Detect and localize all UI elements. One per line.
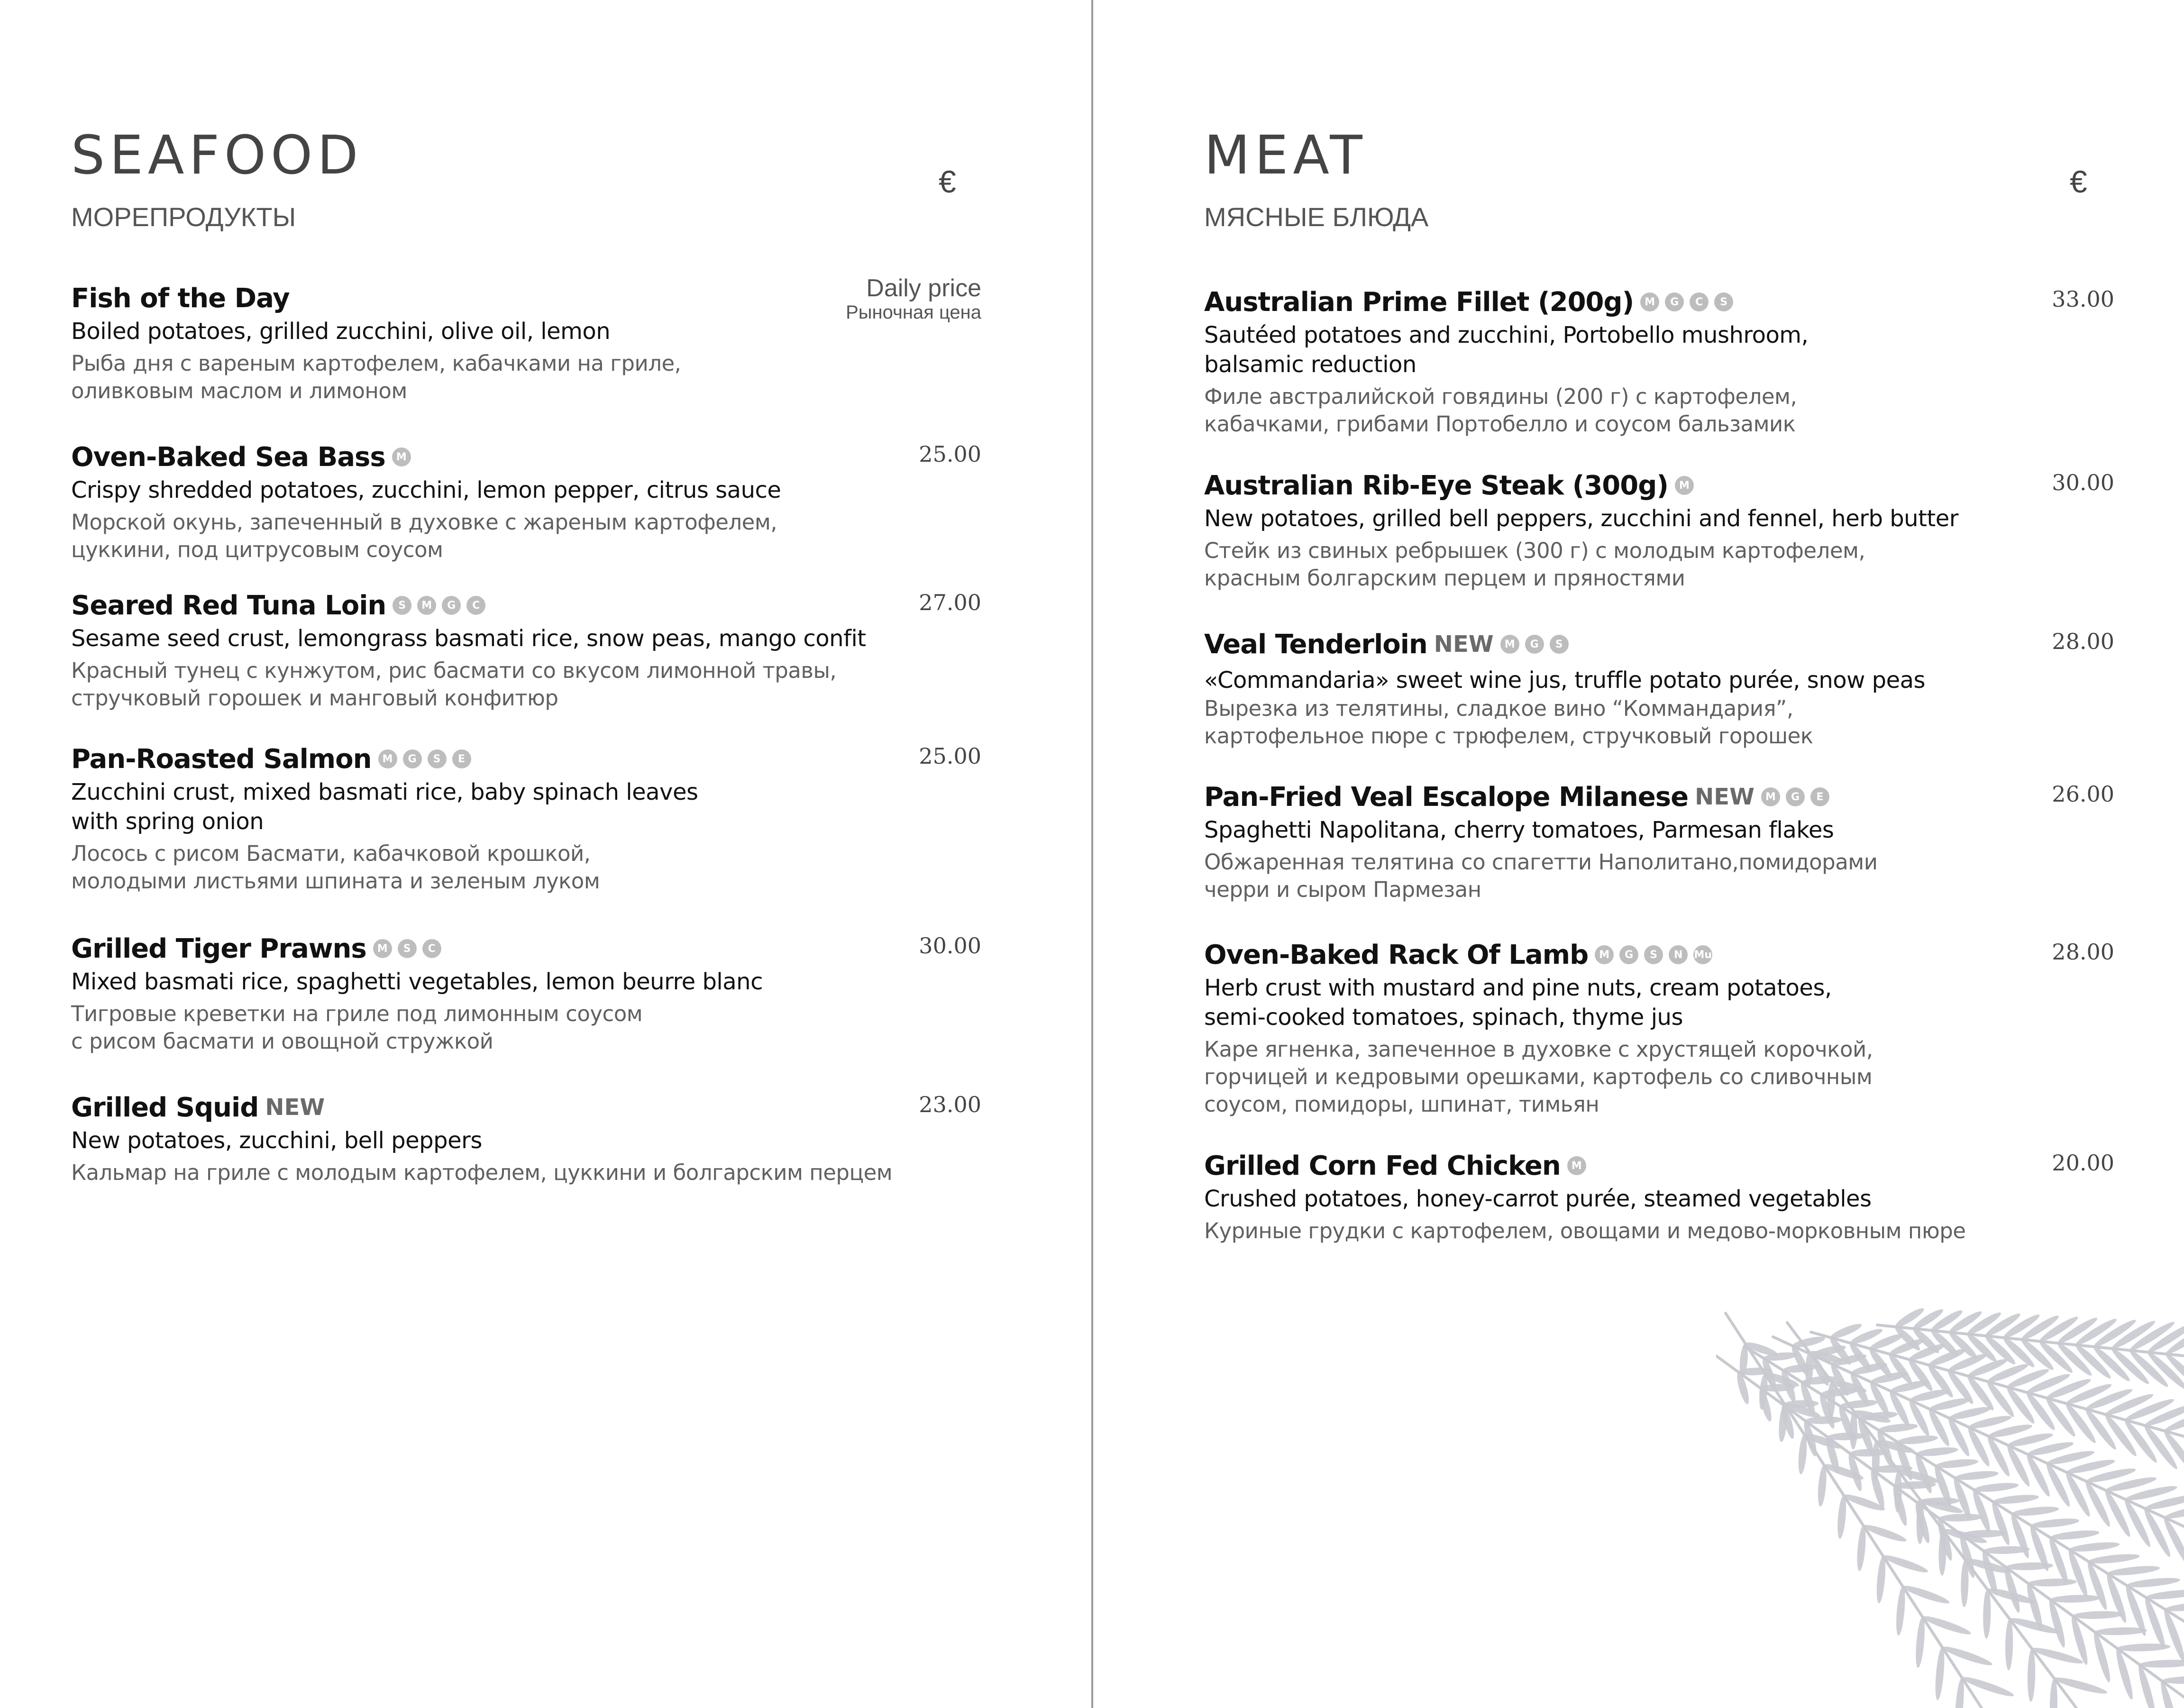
item-name: Grilled Tiger Prawns: [71, 933, 366, 964]
menu-item-oven-baked-rack-of-lamb: [1204, 936, 2114, 1118]
allergen-badge-icon: M: [1640, 292, 1659, 311]
new-badge: NEW: [1434, 631, 1494, 658]
menu-item-pan-fried-veal-escalope-milanese: [1204, 778, 2114, 904]
allergen-badge-icon: C: [466, 596, 485, 615]
allergen-badges: [1500, 635, 1574, 654]
item-description-en: Sesame seed crust, lemongrass basmati rice, snow peas, mango confit: [71, 625, 866, 652]
item-name: Australian Rib-Eye Steak (300g): [1204, 470, 1668, 501]
allergen-badges: [1595, 945, 1718, 964]
item-description-en: Boiled potatoes, grilled zucchini, olive oil, lemon: [71, 318, 611, 345]
new-badge: NEW: [1695, 784, 1755, 810]
item-description-en: Crispy shredded potatoes, zucchini, lemon pepper, citrus sauce: [71, 477, 781, 503]
allergen-badge-icon: G: [442, 596, 461, 615]
item-description-ru: Обжаренная телятина со спагетти Наполитано,помидорами черри и сыром Пармезан: [1204, 849, 1878, 902]
menu-item-fish-of-the-day: [71, 274, 981, 405]
allergen-badges: [1567, 1156, 1592, 1175]
menu-item-australian-prime-fillet: [1204, 283, 2114, 438]
item-description-ru: Каре ягненка, запеченное в духовке с хрустящей корочкой, горчицей и кедровыми орешками, картофель со сливочным соусом, помидоры, шпинат, тимьян: [1204, 1037, 1873, 1117]
allergen-badge-icon: M: [378, 749, 397, 768]
item-description-ru: Тигровые креветки на гриле под лимонным соусом с рисом басмати и овощной стружкой: [71, 1001, 643, 1054]
allergen-badges: [393, 596, 491, 615]
allergen-badge-icon: G: [1619, 945, 1638, 964]
allergen-badges: [378, 749, 477, 768]
menu-item-australian-rib-eye-steak: [1204, 467, 2114, 592]
item-name: Grilled Corn Fed Chicken: [1204, 1150, 1561, 1181]
item-price: 26.00: [2052, 781, 2114, 807]
item-name: Grilled Squid: [71, 1092, 259, 1123]
item-description-en: New potatoes, zucchini, bell peppers: [71, 1127, 482, 1154]
allergen-badge-icon: M: [417, 596, 436, 615]
allergen-badge-icon: S: [393, 596, 411, 615]
item-price: 25.00: [919, 743, 981, 769]
item-description-en: Crushed potatoes, honey-carrot purée, steamed vegetables: [1204, 1186, 1872, 1212]
item-name: Seared Red Tuna Loin: [71, 590, 386, 621]
allergen-badge-icon: G: [1525, 635, 1544, 654]
menu-item-veal-tenderloin: [1204, 626, 2114, 750]
item-price: 33.00: [2052, 286, 2114, 312]
allergen-badges: [1761, 787, 1835, 806]
item-name: Pan-Roasted Salmon: [71, 743, 372, 775]
item-price: 28.00: [2052, 939, 2114, 965]
allergen-badge-icon: G: [1665, 292, 1684, 311]
menu-item-grilled-corn-fed-chicken: [1204, 1147, 2114, 1245]
item-name: Fish of the Day: [71, 283, 290, 314]
meat-subtitle: МЯСНЫЕ БЛЮДА: [1204, 202, 1429, 232]
item-description-ru: Филе австралийской говядины (200 г) с картофелем, кабачками, грибами Портобелло и соусом бальзамик: [1204, 384, 1797, 437]
item-description-ru: Лосось с рисом Басмати, кабачковой крошкой, молодыми листьями шпината и зеленым луком: [71, 841, 600, 894]
page-divider: [1091, 0, 1093, 1708]
item-description-ru: Вырезка из телятины, сладкое вино “Коммандария”, картофельное пюре с трюфелем, стручковый горошек: [1204, 696, 1813, 749]
allergen-badge-icon: S: [1714, 292, 1733, 311]
allergen-badge-icon: S: [1644, 945, 1663, 964]
item-name: Veal Tenderloin: [1204, 629, 1427, 660]
daily-price-ru: Рыночная цена: [846, 302, 981, 323]
item-price: 27.00: [919, 590, 981, 615]
item-description-en: «Commandaria» sweet wine jus, truffle potato purée, snow peas: [1204, 667, 1926, 694]
allergen-badge-icon: M: [1595, 945, 1614, 964]
menu-item-seared-red-tuna-loin: [71, 587, 981, 712]
allergen-badge-icon: M: [1567, 1156, 1586, 1175]
item-description-en: Mixed basmati rice, spaghetti vegetables, lemon beurre blanc: [71, 968, 763, 995]
allergen-badge-icon: M: [1500, 635, 1519, 654]
item-description-en: Spaghetti Napolitana, cherry tomatoes, Parmesan flakes: [1204, 817, 1834, 843]
new-badge: NEW: [265, 1094, 325, 1121]
item-name: Oven-Baked Rack Of Lamb: [1204, 939, 1589, 970]
item-price: [846, 275, 981, 323]
seafood-page: [71, 0, 981, 1708]
allergen-badge-icon: C: [1690, 292, 1709, 311]
allergen-badges: [392, 448, 417, 466]
item-name: Oven-Baked Sea Bass: [71, 441, 385, 473]
allergen-badge-icon: M: [1675, 476, 1694, 495]
item-name: Pan-Fried Veal Escalope Milanese: [1204, 781, 1689, 813]
allergen-badge-icon: G: [1786, 787, 1805, 806]
item-description-en: Herb crust with mustard and pine nuts, cream potatoes, semi-cooked tomatoes, spinach, thyme jus: [1204, 975, 1832, 1031]
item-price: 30.00: [919, 933, 981, 959]
item-description-ru: Кальмар на гриле с молодым картофелем, цуккини и болгарским перцем: [71, 1160, 893, 1185]
item-description-en: Sautéed potatoes and zucchini, Portobello mushroom, balsamic reduction: [1204, 322, 1809, 378]
item-price: 20.00: [2052, 1150, 2114, 1176]
seafood-title: SEAFOOD: [71, 125, 363, 186]
meat-currency: €: [2070, 164, 2087, 199]
daily-price-en: Daily price: [866, 274, 981, 302]
allergen-badge-icon: S: [428, 749, 447, 768]
item-description-ru: Стейк из свиных ребрышек (300 г) с молодым картофелем, красным болгарским перцем и пряностями: [1204, 538, 1865, 591]
item-price: 25.00: [919, 441, 981, 467]
branch-leaves-icon: [1716, 1280, 2184, 1708]
item-description-en: New potatoes, grilled bell peppers, zucchini and fennel, herb butter: [1204, 505, 1958, 532]
allergen-badge-icon: S: [1550, 635, 1569, 654]
allergen-badge-icon: M: [392, 448, 411, 466]
item-price: 30.00: [2052, 470, 2114, 495]
item-name: Australian Prime Fillet (200g): [1204, 286, 1634, 318]
allergen-badge-icon: M: [373, 939, 392, 958]
item-description-ru: Морской окунь, запеченный в духовке с жареным картофелем, цуккини, под цитрусовым соусом: [71, 510, 777, 562]
item-description-en: Zucchini crust, mixed basmati rice, baby spinach leaves with spring onion: [71, 779, 698, 835]
item-price: 23.00: [919, 1092, 981, 1117]
menu-item-grilled-tiger-prawns: [71, 930, 981, 1055]
allergen-badge-icon: N: [1669, 945, 1688, 964]
item-description-ru: Куриные грудки с картофелем, овощами и медово-морковным пюре: [1204, 1218, 1966, 1243]
meat-title: MEAT: [1204, 125, 1367, 186]
menu-item-oven-baked-sea-bass: [71, 438, 981, 564]
seafood-subtitle: МОРЕПРОДУКТЫ: [71, 202, 296, 232]
allergen-badge-icon: E: [452, 749, 471, 768]
allergen-badge-icon: M: [1761, 787, 1780, 806]
allergen-badge-icon: E: [1810, 787, 1829, 806]
menu-item-pan-roasted-salmon: [71, 740, 981, 895]
item-description-ru: Рыба дня с вареным картофелем, кабачками на гриле, оливковым маслом и лимоном: [71, 351, 681, 403]
allergen-badge-icon: G: [403, 749, 422, 768]
menu-item-grilled-squid: [71, 1089, 981, 1187]
allergen-badges: [1675, 476, 1700, 495]
allergen-badge-icon: Mu: [1693, 945, 1712, 964]
allergen-badge-icon: S: [398, 939, 417, 958]
allergen-badges: [1640, 292, 1739, 311]
allergen-badge-icon: C: [422, 939, 441, 958]
item-price: 28.00: [2052, 629, 2114, 654]
seafood-currency: €: [939, 164, 956, 199]
item-description-ru: Красный тунец с кунжутом, рис басмати со вкусом лимонной травы, стручковый горошек и манговый конфитюр: [71, 658, 837, 711]
allergen-badges: [373, 939, 447, 958]
